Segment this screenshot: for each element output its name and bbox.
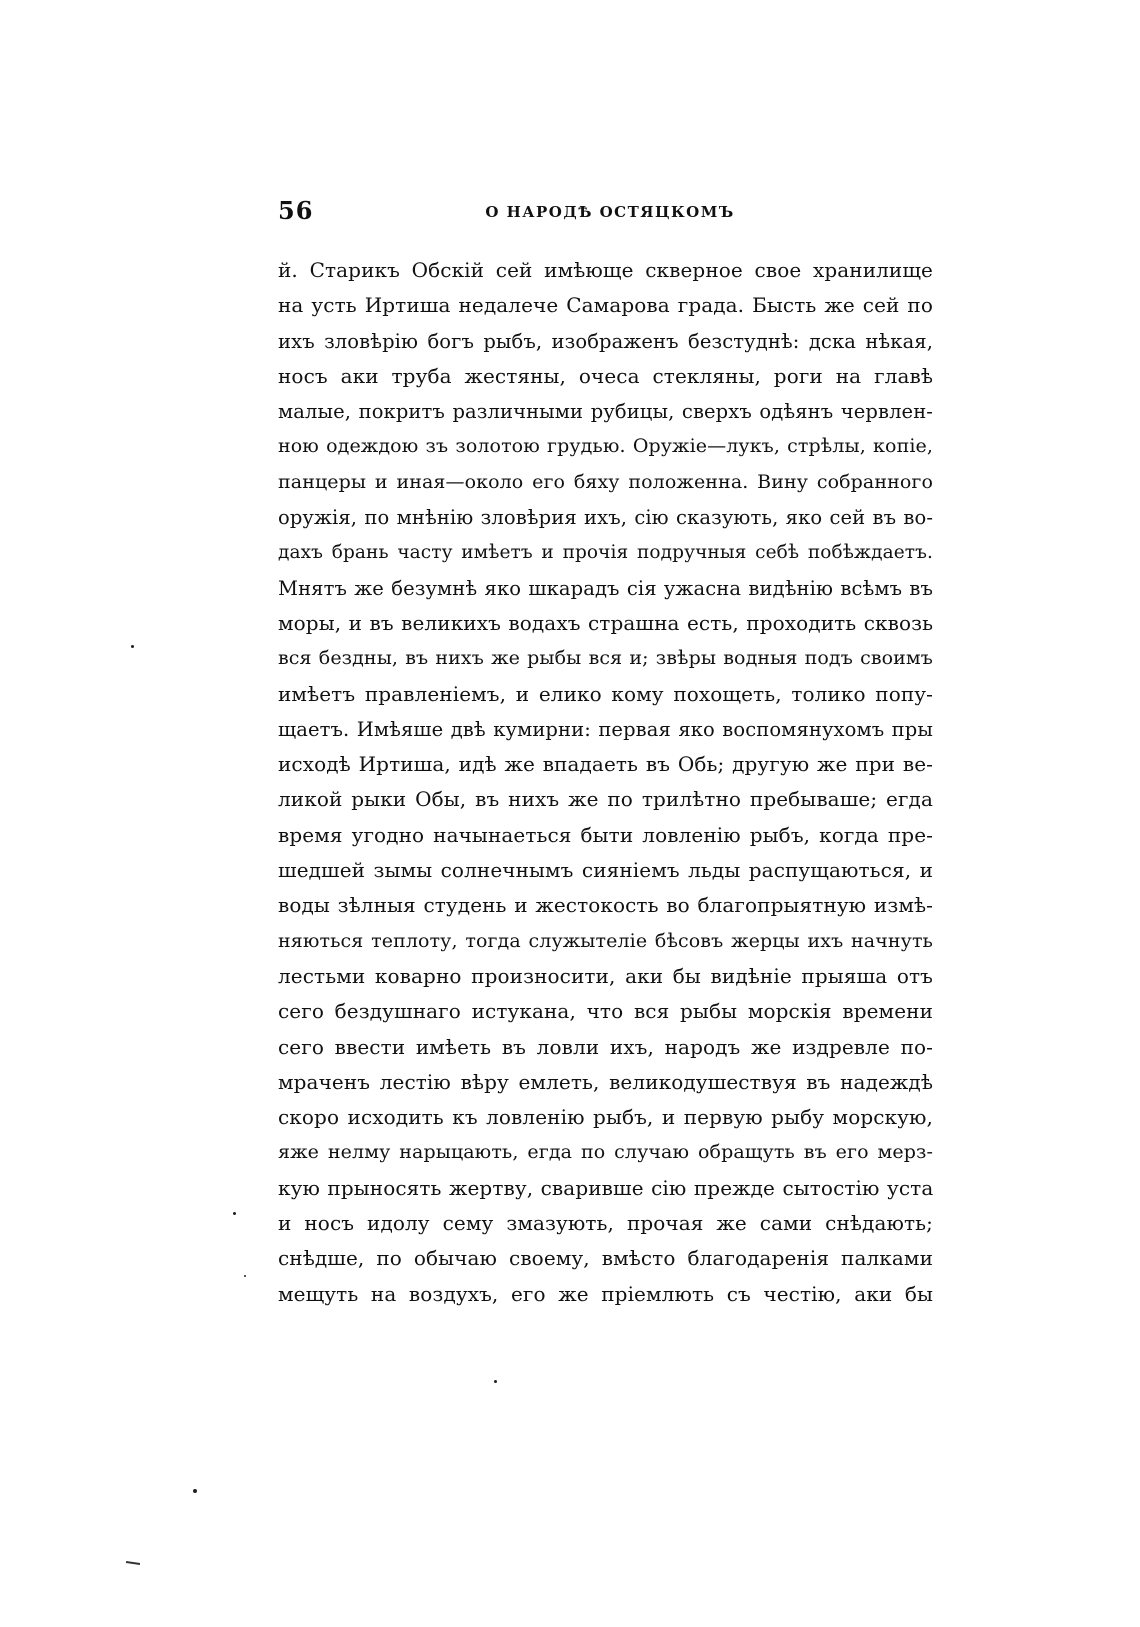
text-line: яже нелму нарыцають, егда по случаю обращуть въ его мерз- bbox=[278, 1141, 933, 1164]
text-line: ликой рыки Обы, въ нихъ же по трилѣтно пребываше; егда bbox=[278, 787, 933, 812]
text-line: лестьми коварно произносити, аки бы видѣніе прыяша отъ bbox=[278, 963, 933, 988]
text-line: воды зѣлныя студень и жестокость во благопрыятную измѣ- bbox=[278, 893, 933, 918]
text-line: кую прыносять жертву, сваривше сію прежде сытостію уста bbox=[278, 1175, 934, 1200]
page-number: 56 bbox=[278, 196, 314, 225]
text-line: Мнятъ же безумнѣ яко шкарадъ сія ужасна видѣнію всѣмъ въ bbox=[278, 576, 933, 600]
text-line: носъ аки труба жестяны, очеса стекляны, роги на главѣ bbox=[278, 363, 933, 388]
text-line: вся бездны, въ нихъ же рыбы вся и; звѣры водныя подъ своимъ bbox=[278, 647, 933, 670]
scan-speck bbox=[244, 1275, 246, 1277]
text-line: щаетъ. Имѣяше двѣ кумирни: первая яко воспомянухомъ пры bbox=[278, 717, 933, 741]
text-line: оружія, по мнѣнію зловѣрия ихъ, сію сказують, яко сей въ во- bbox=[278, 506, 934, 530]
text-line: ихъ зловѣрію богъ рыбъ, изображенъ безстуднѣ: дска нѣкая, bbox=[278, 329, 933, 353]
text-line: й. Старикъ Обскій сей имѣюще скверное свое хранилище bbox=[278, 258, 933, 282]
text-line: мраченъ лестію вѣру емлеть, великодушествуя въ надеждѣ bbox=[278, 1069, 933, 1094]
scan-speck bbox=[233, 1212, 236, 1215]
text-line: панцеры и иная—около его бяху положенна. Вину собранного bbox=[278, 470, 933, 493]
text-line: шедшей зымы солнечнымъ сияніемъ льды распущаються, и bbox=[278, 858, 933, 883]
text-line: снѣдше, по обычаю своему, вмѣсто благодаренія палками bbox=[278, 1246, 933, 1271]
text-line: сего бездушнаго истукана, что вся рыбы морскія времени bbox=[278, 999, 933, 1024]
text-line: имѣетъ правленіемъ, и елико кому похощеть, толико попу- bbox=[278, 681, 933, 706]
text-line: няються теплоту, тогда служытеліе бѣсовъ жерцы ихъ начнуть bbox=[278, 929, 933, 952]
text-line: моры, и въ великихъ водахъ страшна есть, проходить сквозь bbox=[278, 610, 934, 635]
text-line: время угодно начынаеться быти ловленію рыбъ, когда пре- bbox=[278, 822, 933, 847]
text-line: сего ввести имѣеть въ ловли ихъ, народъ же издревле по- bbox=[278, 1034, 933, 1059]
scan-speck bbox=[494, 1380, 497, 1383]
scan-mark bbox=[126, 1561, 140, 1565]
scan-speck bbox=[131, 645, 134, 648]
text-line: на усть Иртиша недалече Самарова града. Бысть же сей по bbox=[278, 293, 933, 318]
text-line: скоро исходить къ ловленію рыбъ, и первую рыбу морскую, bbox=[278, 1105, 933, 1130]
body-text bbox=[278, 253, 933, 1312]
text-line: мещуть на воздухъ, его же пріемлють съ честію, аки бы bbox=[278, 1281, 933, 1306]
text-line: исходѣ Иртиша, идѣ же впадаеть въ Обь; другую же при ве- bbox=[278, 752, 933, 777]
text-line: ною одеждою зъ золотою грудью. Оружіе—лукъ, стрѣлы, копіе, bbox=[278, 435, 933, 458]
text-line: малые, покритъ различными рубицы, сверхъ одѣянъ червлен- bbox=[278, 400, 933, 424]
text-line: и носъ идолу сему змазують, прочая же сами снѣдають; bbox=[278, 1211, 933, 1236]
running-title: О НАРОДѢ ОСТЯЦКОМЪ bbox=[485, 203, 735, 221]
text-line: дахъ брань часту имѣетъ и прочія подручныя себѣ побѣждаетъ. bbox=[278, 542, 933, 564]
scan-speck bbox=[193, 1489, 197, 1493]
